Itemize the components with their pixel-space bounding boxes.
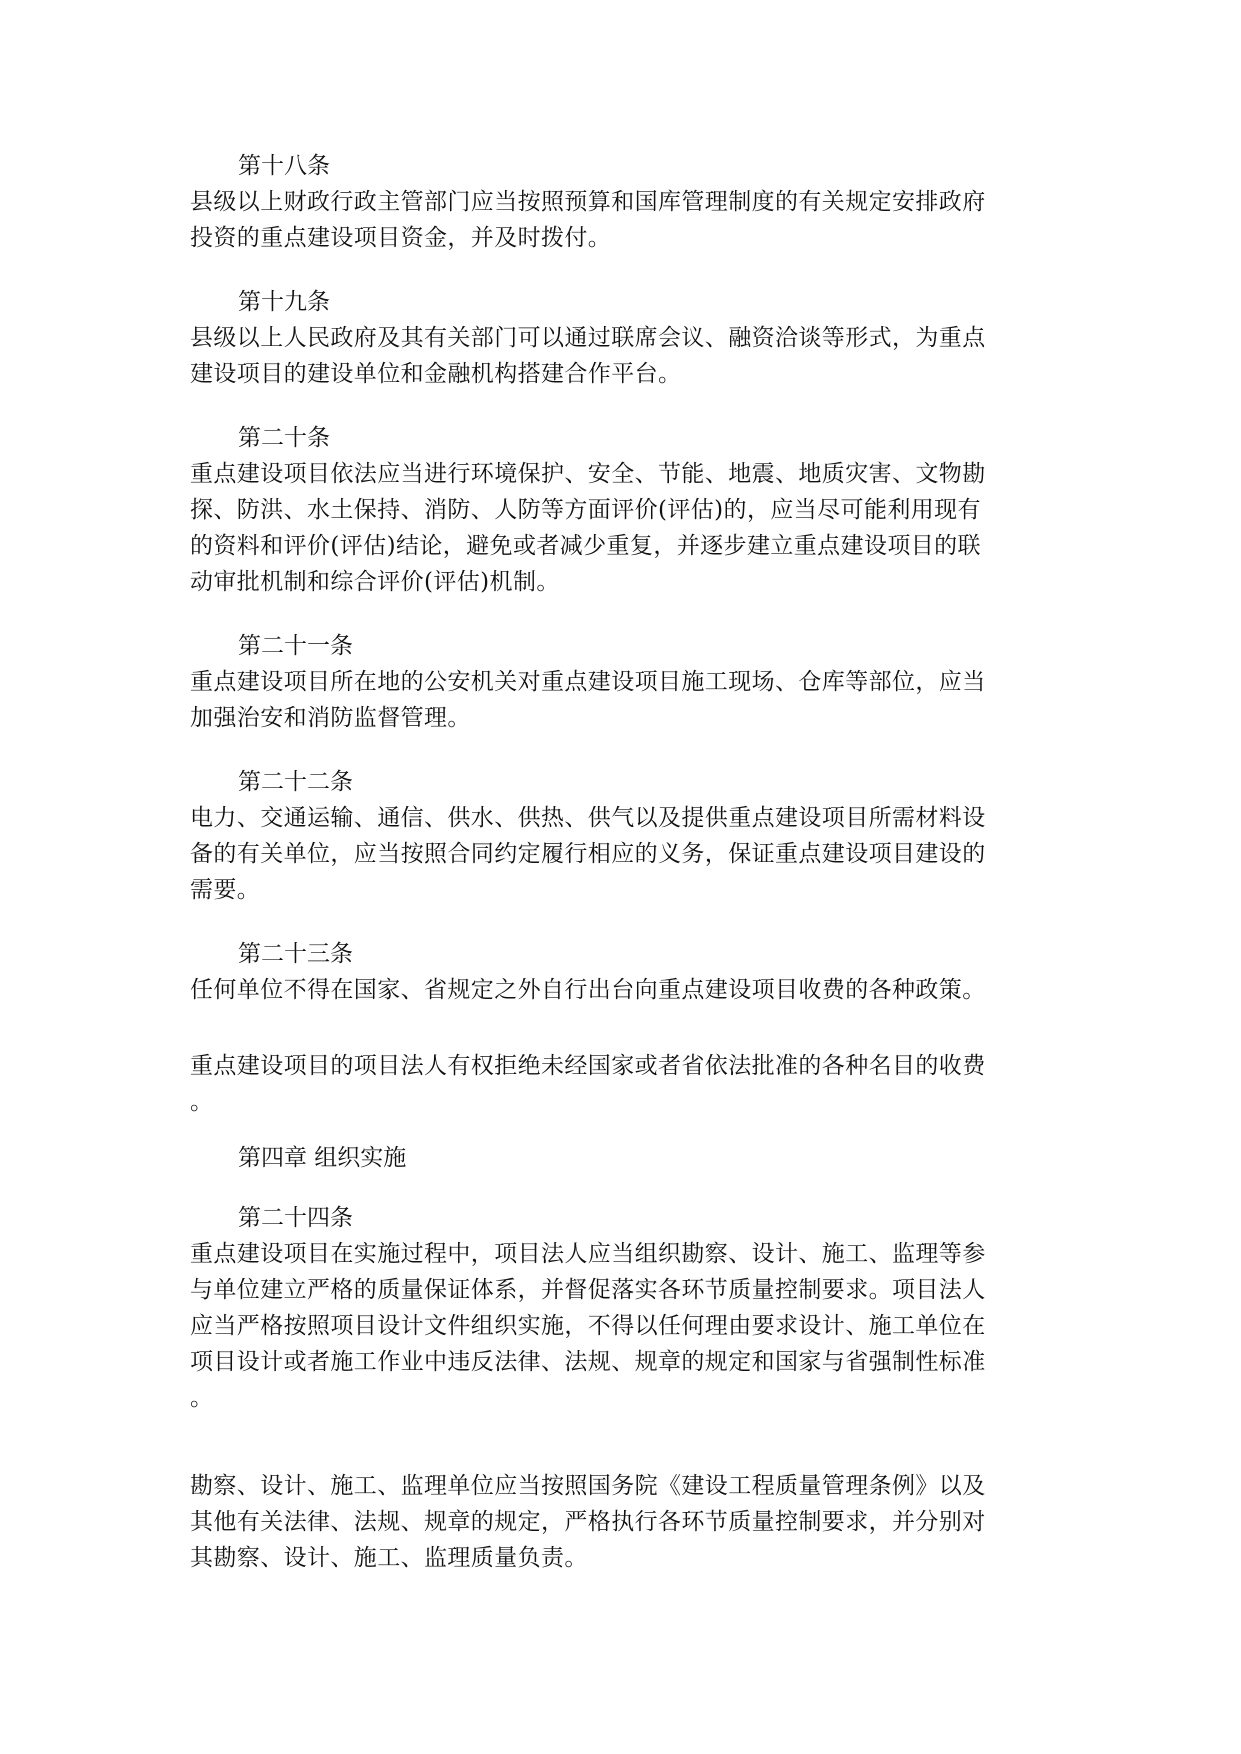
article-22: [190, 764, 1050, 908]
article-24: [190, 1200, 1050, 1416]
article-text-line: 其他有关法律、法规、规章的规定，严格执行各环节质量控制要求，并分别对: [190, 1509, 986, 1535]
chapter-heading-block: [190, 1140, 1050, 1176]
article-text-line: 。: [190, 1089, 214, 1115]
article-text-line: 重点建设项目的项目法人有权拒绝未经国家或者省依法批准的各种名目的收费: [190, 1053, 986, 1079]
article-text-line: 。: [190, 1385, 214, 1411]
article-24-paragraph-2: [190, 1468, 1050, 1576]
document-page: [190, 148, 1050, 1604]
article-text-line: 县级以上财政行政主管部门应当按照预算和国库管理制度的有关规定安排政府: [190, 189, 986, 215]
article-text-line: 任何单位不得在国家、省规定之外自行出台向重点建设项目收费的各种政策。: [190, 977, 986, 1003]
article-text-line: 需要。: [190, 877, 261, 903]
article-heading: 第二十条: [238, 425, 330, 451]
article-text-line: 重点建设项目在实施过程中，项目法人应当组织勘察、设计、施工、监理等参: [190, 1241, 986, 1267]
article-heading: 第十八条: [238, 153, 330, 179]
article-text-line: 加强治安和消防监督管理。: [190, 705, 471, 731]
article-heading: 第二十三条: [238, 941, 353, 967]
article-20: [190, 420, 1050, 600]
article-23-paragraph-2: [190, 1048, 1050, 1120]
article-text-line: 备的有关单位，应当按照合同约定履行相应的义务，保证重点建设项目建设的: [190, 841, 986, 867]
article-text-line: 投资的重点建设项目资金，并及时拨付。: [190, 225, 612, 251]
article-text-line: 探、防洪、水土保持、消防、人防等方面评价(评估)的，应当尽可能利用现有: [190, 497, 981, 523]
article-text-line: 电力、交通运输、通信、供水、供热、供气以及提供重点建设项目所需材料设: [190, 805, 986, 831]
article-text-line: 县级以上人民政府及其有关部门可以通过联席会议、融资洽谈等形式，为重点: [190, 325, 986, 351]
article-text-line: 的资料和评价(评估)结论，避免或者减少重复，并逐步建立重点建设项目的联: [190, 533, 981, 559]
article-heading: 第二十一条: [238, 633, 353, 659]
article-text-line: 重点建设项目依法应当进行环境保护、安全、节能、地震、地质灾害、文物勘: [190, 461, 986, 487]
article-text-line: 其勘察、设计、施工、监理质量负责。: [190, 1545, 588, 1571]
article-heading: 第二十二条: [238, 769, 353, 795]
article-19: [190, 284, 1050, 392]
article-21: [190, 628, 1050, 736]
article-text-line: 勘察、设计、施工、监理单位应当按照国务院《建设工程质量管理条例》以及: [190, 1473, 986, 1499]
paragraph-gap: [190, 1008, 1050, 1048]
article-heading: 第十九条: [238, 289, 330, 315]
article-text-line: 与单位建立严格的质量保证体系，并督促落实各环节质量控制要求。项目法人: [190, 1277, 986, 1303]
article-text-line: 建设项目的建设单位和金融机构搭建合作平台。: [190, 361, 682, 387]
article-18: [190, 148, 1050, 256]
article-text-line: 重点建设项目所在地的公安机关对重点建设项目施工现场、仓库等部位，应当: [190, 669, 986, 695]
article-text-line: 应当严格按照项目设计文件组织实施，不得以任何理由要求设计、施工单位在: [190, 1313, 986, 1339]
article-heading: 第二十四条: [238, 1205, 353, 1231]
article-text-line: 项目设计或者施工作业中违反法律、法规、规章的规定和国家与省强制性标准: [190, 1349, 986, 1375]
article-text-line: 动审批机制和综合评价(评估)机制。: [190, 569, 560, 595]
paragraph-gap: [190, 1416, 1050, 1468]
chapter-title: 第四章 组织实施: [238, 1145, 407, 1171]
article-23: [190, 936, 1050, 1008]
